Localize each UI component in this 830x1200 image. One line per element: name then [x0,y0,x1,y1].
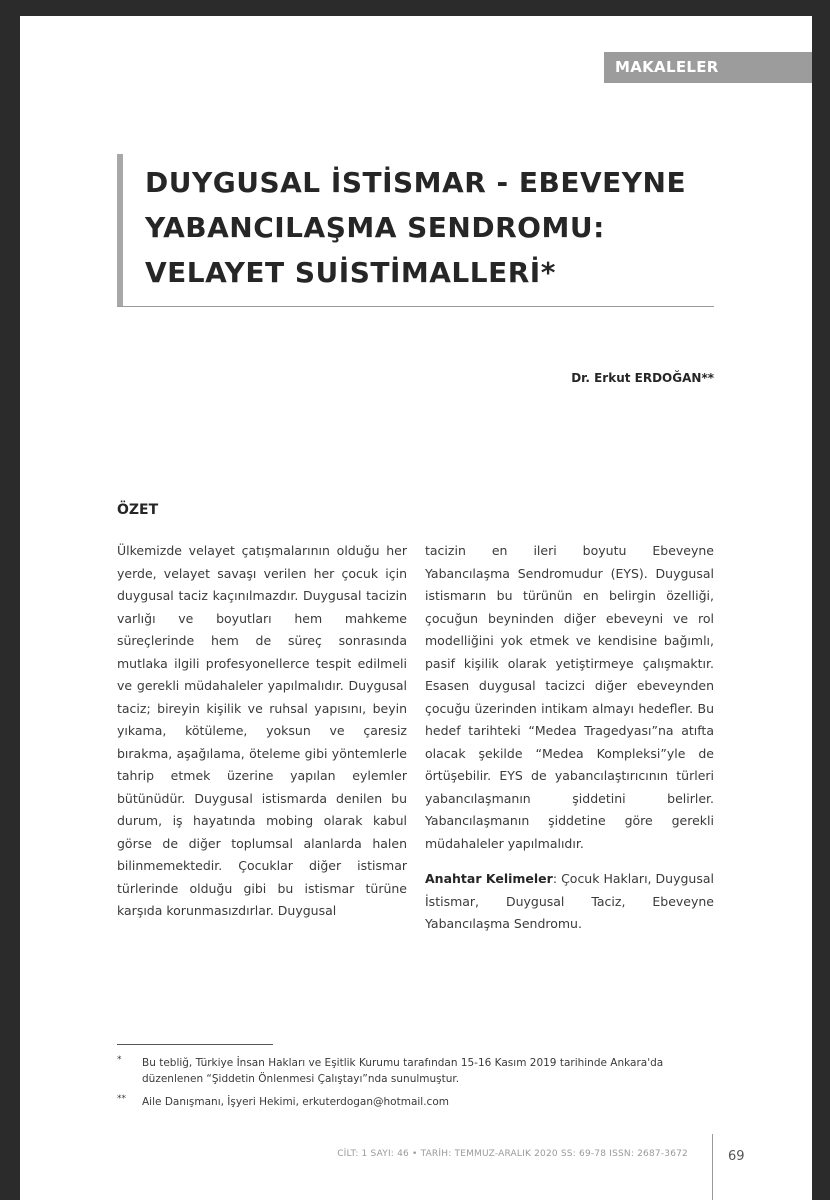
title-line: YABANCILAŞMA SENDROMU: [145,211,605,244]
footnote-mark: ** [117,1094,126,1104]
article-title [145,160,725,295]
journal-info: CİLT: 1 SAYI: 46 • TARİH: TEMMUZ-ARALIK 2020 SS: 69-78 ISSN: 2687-3672 [337,1149,688,1159]
footnote-divider [117,1044,273,1045]
abstract-paragraph: Ülkemizde velayet çatışmalarının olduğu her yerde, velayet savaşı verilen her çocuk için duygusal taciz kaçınılmazdır. Duygusal tacizin varlığı ve boyutları hem mahkeme süreçlerinde hem de süreç sonrasında mutlaka ilgili profesyonellerce tespit edilmeli ve gerekli müdahaleler yapılmalıdır. Duygusal taciz; bireyin kişilik ve ruhsal yapısını, beyin yıkama, kötüleme, yoksun ve çaresiz bırakma, aşağılama, öteleme gibi yöntemlerle tahrip etmek üzerine yapılan eylemler bütünüdür. Duygusal istismarda denilen bu durum, iş hayatında mobing olarak kabul görse de diğer toplumsal alanlarda halen bilinmemektedir. Çocuklar diğer istismar türlerinde olduğu gibi bu istismar türüne karşıda korunmasızdırlar. Duygusal [117,543,407,918]
footer-divider [712,1134,713,1200]
keywords [425,868,714,936]
footnote-mark: * [117,1055,122,1065]
title-line: VELAYET SUİSTİMALLERİ* [145,256,556,289]
footnote-text: Aile Danışmanı, İşyeri Hekimi, erkuterdogan@hotmail.com [142,1096,449,1108]
footnote [117,1094,717,1110]
keywords-list: : Çocuk Hakları, Duygusal İstismar, Duygusal Taciz, Ebeveyne Yabancılaşma Sendromu. [425,871,714,931]
footnote [117,1055,717,1087]
abstract-right-column [425,540,714,936]
abstract-left-column [117,540,407,923]
title-accent-bar [117,154,123,306]
title-line: DUYGUSAL İSTİSMAR - EBEVEYNE [145,166,687,199]
keywords-label: Anahtar Kelimeler [425,871,553,886]
section-tag: MAKALELER [604,52,812,83]
paper-page [20,16,812,1200]
abstract-paragraph: tacizin en ileri boyutu Ebeveyne Yabancılaşma Sendromudur (EYS). Duygusal istismarın bu türünün en belirgin özelliği, çocuğun beyninden diğer ebeveyni ve rol modelliğini yok etmek ve kendisine bağımlı, pasif kişilik olarak yetiştirmeye çalışmaktır. Esasen duygusal tacizci diğer ebeveynden çocuğu üzerinden intikam almayı hedefler. Bu hedef tarihteki “Medea Tragedyası”na atıfta olacak şekilde “Medea Kompleksi”yle de örtüşebilir. EYS de yabancılaştırıcının türleri yabancılaşmanın şiddetini belirler. Yabancılaşmanın şiddetine göre gerekli müdahaleler yapılmalıdır. [425,543,714,851]
page-number: 69 [728,1149,745,1164]
footnote-text: Bu tebliğ, Türkiye İnsan Hakları ve Eşitlik Kurumu tarafından 15-16 Kasım 2019 tarihinde Ankara'da düzenlenen “Şiddetin Önlenmesi Çalıştayı”nda sunulmuştur. [142,1057,664,1085]
title-divider [117,306,714,307]
author-name: Dr. Erkut ERDOĞAN** [571,371,714,385]
abstract-heading: ÖZET [117,502,159,518]
